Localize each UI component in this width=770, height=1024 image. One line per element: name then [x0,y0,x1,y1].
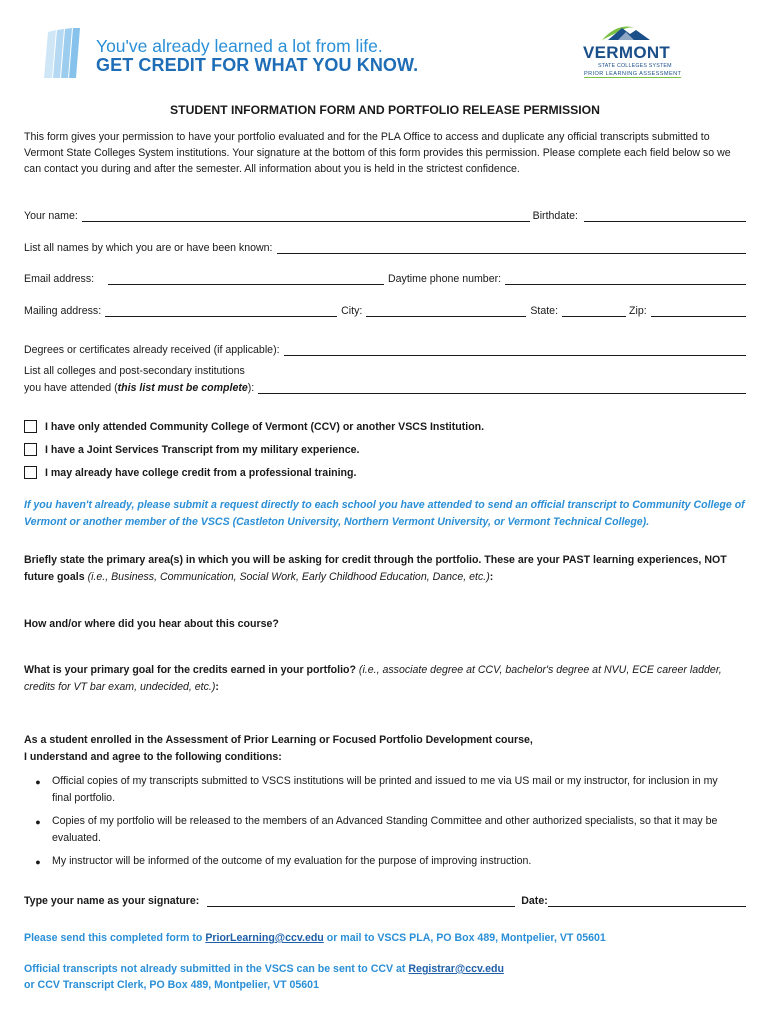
bullet-icon: ● [35,777,41,787]
name-birthdate-row [24,206,746,222]
other-names-row [24,238,746,254]
question-primary-goal [24,662,748,696]
colleges-field[interactable] [258,381,746,394]
logo-wordmark: VERMONT [583,43,671,62]
list-item [24,853,724,871]
degrees-field[interactable] [284,343,746,356]
signature-label: Type your name as your signature: [24,895,200,907]
state-label: State: [530,305,559,317]
colleges-label-prefix: you have attended ( [24,382,118,394]
condition-text: Copies of my portfolio will be released to the members of an Advanced Standing Committee and other authorized specialists, so that it may be evaluated. [52,815,718,844]
q3-examples: (i.e., associate degree at CCV, bachelor's degree at NVU, ECE career ladder, credits for VT bar exam, undecided, etc.) [24,664,722,693]
colleges-label-suffix: ): [247,382,255,394]
city-field[interactable] [366,304,526,317]
mailing-address-label: Mailing address: [24,305,102,317]
bullet-icon: ● [35,817,41,827]
transcript-instructions [24,962,748,993]
registrar-email-link[interactable]: Registrar@ccv.edu [408,963,504,975]
email-label: Email address: [24,273,95,285]
logo-subtitle: STATE COLLEGES SYSTEM [598,63,672,69]
checkbox-label-professional: I may already have college credit from a professional training. [45,466,357,479]
birthdate-field[interactable] [584,209,746,222]
phone-field[interactable] [505,272,746,285]
date-field[interactable] [548,894,746,907]
question-primary-areas [24,552,748,586]
checkbox-row-military[interactable] [24,443,359,456]
checkbox-label-military: I have a Joint Services Transcript from my military experience. [45,443,360,456]
city-label: City: [341,305,363,317]
email-phone-row [24,269,746,285]
checkbox-military[interactable] [24,443,37,456]
transcripts-prefix: Official transcripts not already submitted in the VSCS can be sent to CCV at [24,963,409,975]
checkbox-row-professional[interactable] [24,466,356,479]
date-label: Date: [521,895,548,907]
condition-text: Official copies of my transcripts submitted to VSCS institutions will be printed and issued to me via US mail or my instructor, for inclusion in my final portfolio. [52,775,718,804]
q1-examples: (i.e., Business, Communication, Social Work, Early Childhood Education, Dance, etc.) [84,571,490,583]
q3-text: What is your primary goal for the credits earned in your portfolio? [24,664,356,676]
send-instructions [24,931,748,947]
form-title: STUDENT INFORMATION FORM AND PORTFOLIO RELEASE PERMISSION [170,103,600,117]
question-how-heard: How and/or where did you hear about this course? [24,618,279,630]
transcript-request-note: If you haven't already, please submit a request directly to each school you have attended to send an official transcript to Community College of Vermont or another member of the VSCS (Castleton University, Northern Vermont University, or Vermont Technical College). [24,499,745,528]
signature-row [24,891,746,907]
degrees-label: Degrees or certificates already received (if applicable): [24,344,280,356]
send-suffix: or mail to VSCS PLA, PO Box 489, Montpelier, VT 05601 [323,932,606,944]
transcripts-mail-line: or CCV Transcript Clerk, PO Box 489, Montpelier, VT 05601 [24,978,319,991]
q1-text: Briefly state the primary area(s) in which you will be asking for credit through the portfolio. These are your PAST learning experiences, NOT future goals [24,554,727,583]
prior-learning-email-link[interactable]: PriorLearning@ccv.edu [205,932,324,944]
state-field[interactable] [562,304,626,317]
name-label: Your name: [24,210,78,222]
banner-tagline: You've already learned a lot from life. [96,36,383,56]
list-item [24,813,724,846]
other-names-field[interactable] [277,241,746,254]
mailing-address-field[interactable] [105,304,337,317]
signature-field[interactable] [207,894,515,907]
list-item [24,773,724,806]
degrees-row [24,340,746,356]
other-names-label: List all names by which you are or have been known: [24,242,273,254]
checkbox-row-only-vscs[interactable] [24,420,484,433]
email-field[interactable] [108,272,384,285]
colleges-label-emphasis: this list must be complete [117,382,248,394]
q1-colon: : [489,571,494,583]
zip-label: Zip: [629,305,647,317]
checkbox-professional[interactable] [24,466,37,479]
conditions-heading-line2: I understand and agree to the following conditions: [24,751,282,763]
conditions-heading-line1: As a student enrolled in the Assessment of Prior Learning or Focused Portfolio Development course, [24,734,533,746]
bullet-icon: ● [35,857,41,867]
condition-text: My instructor will be informed of the outcome of my evaluation for the purpose of improving instruction. [52,855,532,867]
mailing-address-row [24,301,746,317]
colleges-label-line1: List all colleges and post-secondary institutions [24,365,245,377]
conditions-heading [24,732,748,766]
logo-program-name: PRIOR LEARNING ASSESSMENT [584,71,682,77]
q3-colon: : [215,681,219,693]
banner-stripes-graphic [42,28,82,80]
form-intro: This form gives your permission to have your portfolio evaluated and for the PLA Office to access and duplicate any official transcripts submitted to Vermont State Colleges System institutions. Your signature at the bottom of this form provides this permission. Please complete each field below so we can contact you during and after the semester. All information about you is held in the strictest confidence. [24,131,731,176]
checkbox-label-only-vscs: I have only attended Community College of Vermont (CCV) or another VSCS Institution. [45,420,485,433]
colleges-row [24,378,746,394]
conditions-list [24,773,724,878]
phone-label: Daytime phone number: [388,273,502,285]
birthdate-label: Birthdate: [532,210,578,222]
send-prefix: Please send this completed form to [24,932,206,944]
name-field[interactable] [82,209,530,222]
banner-headline: GET CREDIT FOR WHAT YOU KNOW. [96,55,419,75]
zip-field[interactable] [651,304,746,317]
checkbox-only-vscs[interactable] [24,420,37,433]
